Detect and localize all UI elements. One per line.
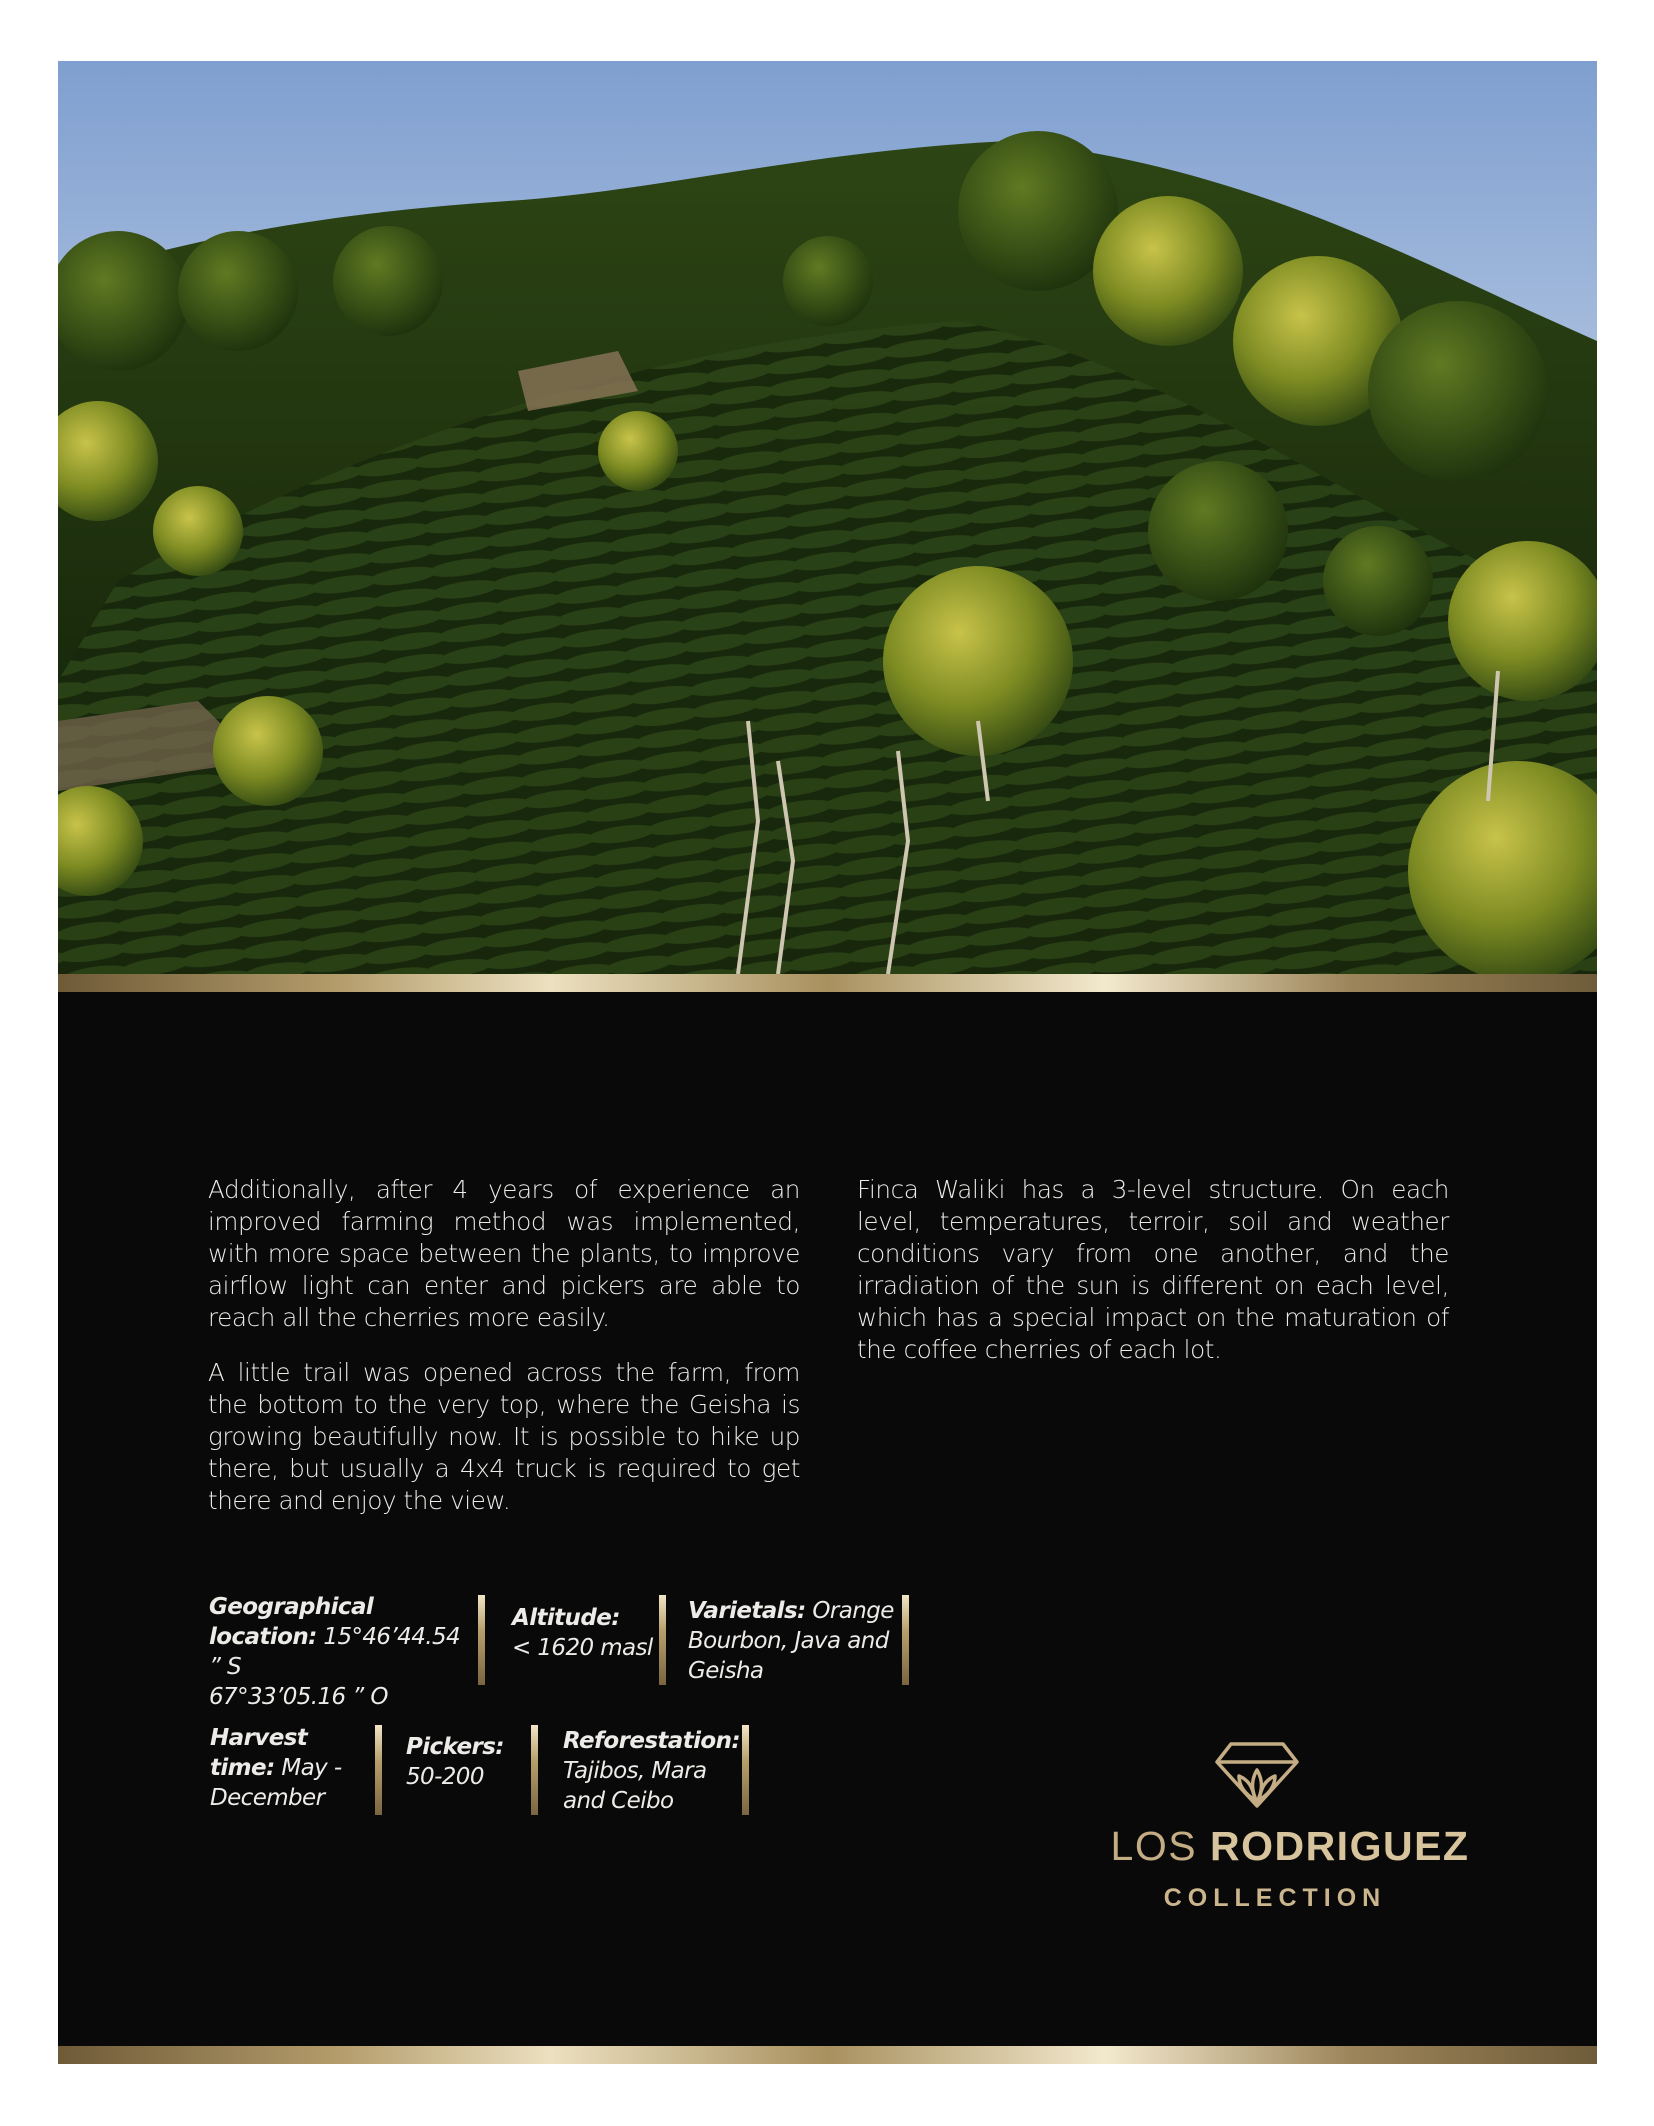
- spec-value: and Ceibo: [563, 1788, 674, 1814]
- paragraph: Finca Waliki has a 3-level structure. On each level, temperatures, terroir, soil and weather conditions vary from one another, and the irradiation of the sun is different on each level, which has a special impact on the maturation of the coffee cherries of each lot.: [857, 1175, 1449, 1364]
- brand-subtitle: COLLECTION: [1163, 1884, 1387, 1912]
- spec-value: Tajibos, Mara: [563, 1758, 707, 1784]
- spec-varietals: [688, 1596, 898, 1686]
- spec-divider: [531, 1725, 538, 1815]
- spec-divider: [375, 1725, 382, 1815]
- diamond-leaf-icon: [1215, 1740, 1299, 1808]
- body-right-column: [857, 1174, 1449, 1389]
- brand-logo: [1060, 1740, 1520, 1920]
- spec-label: location:: [209, 1624, 317, 1650]
- spec-value: 15°46’44.54 ” S: [209, 1624, 461, 1680]
- paragraph: A little trail was opened across the farm, from the bottom to the very top, where the Geisha is growing beautifully now. It is possible to hike up there, but usually a 4x4 truck is required to get there and enjoy the view.: [208, 1358, 800, 1515]
- spec-value: December: [210, 1785, 325, 1811]
- spec-altitude: [512, 1603, 662, 1663]
- hero-photo-coffee-farm: [58, 61, 1597, 974]
- spec-value: May -: [281, 1755, 342, 1781]
- spec-label: Varietals:: [688, 1598, 806, 1624]
- spec-label: Altitude:: [512, 1605, 620, 1631]
- spec-label: Geographical: [209, 1594, 374, 1620]
- spec-value: 67°33’05.16 ” O: [209, 1684, 388, 1710]
- spec-value: 50-200: [406, 1764, 484, 1790]
- spec-label: time:: [210, 1755, 275, 1781]
- brand-name: [1060, 1823, 1520, 1870]
- spec-value: Orange: [812, 1598, 894, 1624]
- spec-harvest-time: [210, 1723, 360, 1813]
- spec-label: Harvest: [210, 1725, 308, 1751]
- spec-geographical-location: [209, 1592, 469, 1712]
- paragraph: Additionally, after 4 years of experience an improved farming method was implemented, with more space between the plants, to improve airflow light can enter and pickers are able to reach all the cherries more easily.: [208, 1175, 800, 1332]
- spec-divider: [478, 1595, 485, 1685]
- gold-divider-top: [58, 974, 1597, 992]
- spec-divider: [659, 1595, 666, 1685]
- spec-value: Geisha: [688, 1658, 764, 1684]
- spec-pickers: [406, 1732, 526, 1792]
- brand-name-bold: RODRIGUEZ: [1209, 1823, 1470, 1869]
- spec-divider: [902, 1595, 909, 1685]
- brand-name-light: LOS: [1110, 1823, 1210, 1869]
- spec-label: Pickers:: [406, 1734, 504, 1760]
- gold-divider-bottom: [58, 2046, 1597, 2064]
- spec-reforestation: [563, 1726, 743, 1816]
- spec-divider: [742, 1725, 749, 1815]
- spec-label: Reforestation:: [563, 1728, 740, 1754]
- spec-value: Bourbon, Java and: [688, 1628, 889, 1654]
- spec-value: < 1620 masl: [512, 1635, 653, 1661]
- body-left-column: [208, 1174, 800, 1540]
